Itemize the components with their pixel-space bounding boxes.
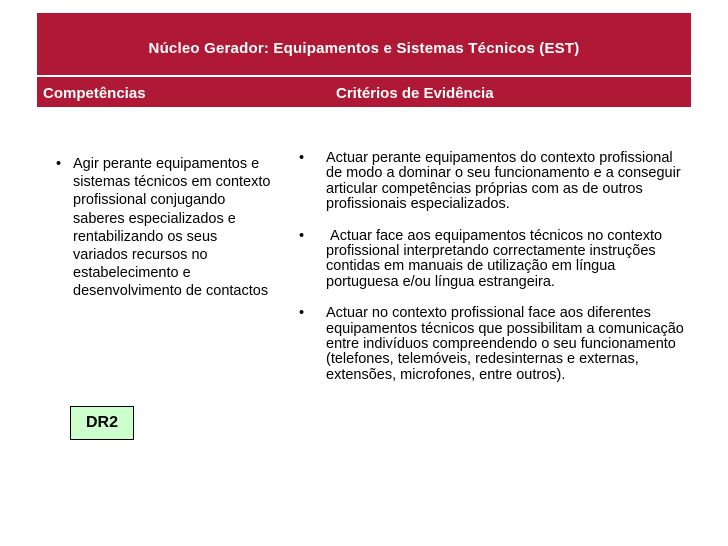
list-item	[44, 155, 276, 301]
list-item-text: Actuar face aos equipamentos técnicos no contexto profissional interpretando correctamente instruções contidas em manuais de utilização em língua portuguesa e/ou língua estrangeira.	[326, 227, 667, 290]
bullet-icon: •	[56, 156, 62, 172]
column-header-criterios: Critérios de Evidência	[336, 85, 494, 102]
competencias-list	[44, 155, 276, 301]
dr2-badge: DR2	[70, 406, 134, 440]
column-header-competencias: Competências	[43, 85, 146, 102]
list-item	[296, 306, 688, 383]
criterios-list	[296, 151, 688, 399]
bullet-icon: •	[299, 150, 305, 166]
page-title: Núcleo Gerador: Equipamentos e Sistemas Técnicos (EST)	[148, 40, 580, 57]
list-item-text: Agir perante equipamentos e sistemas técnicos em contexto profissional conjugando saberes especializados e rentabilizando os seus variados recursos no estabelecimento e desenvolvimento de contactos	[73, 156, 271, 300]
bullet-icon: •	[299, 227, 305, 244]
list-item	[296, 151, 688, 213]
list-item-text: Actuar no contexto profissional face aos diferentes equipamentos técnicos que possibilitam a comunicação entre indivíduos compreendendo o seu funcionamento (telefones, telemóveis, redesinternas e externas, extensões, microfones, entre outros).	[326, 305, 684, 383]
list-item	[296, 229, 688, 291]
list-item-text: Actuar perante equipamentos do contexto profissional de modo a dominar o seu funcionamento e a conseguir articular competências próprias com as de outros profissionais especializados.	[326, 150, 681, 213]
bullet-icon: •	[299, 305, 305, 322]
